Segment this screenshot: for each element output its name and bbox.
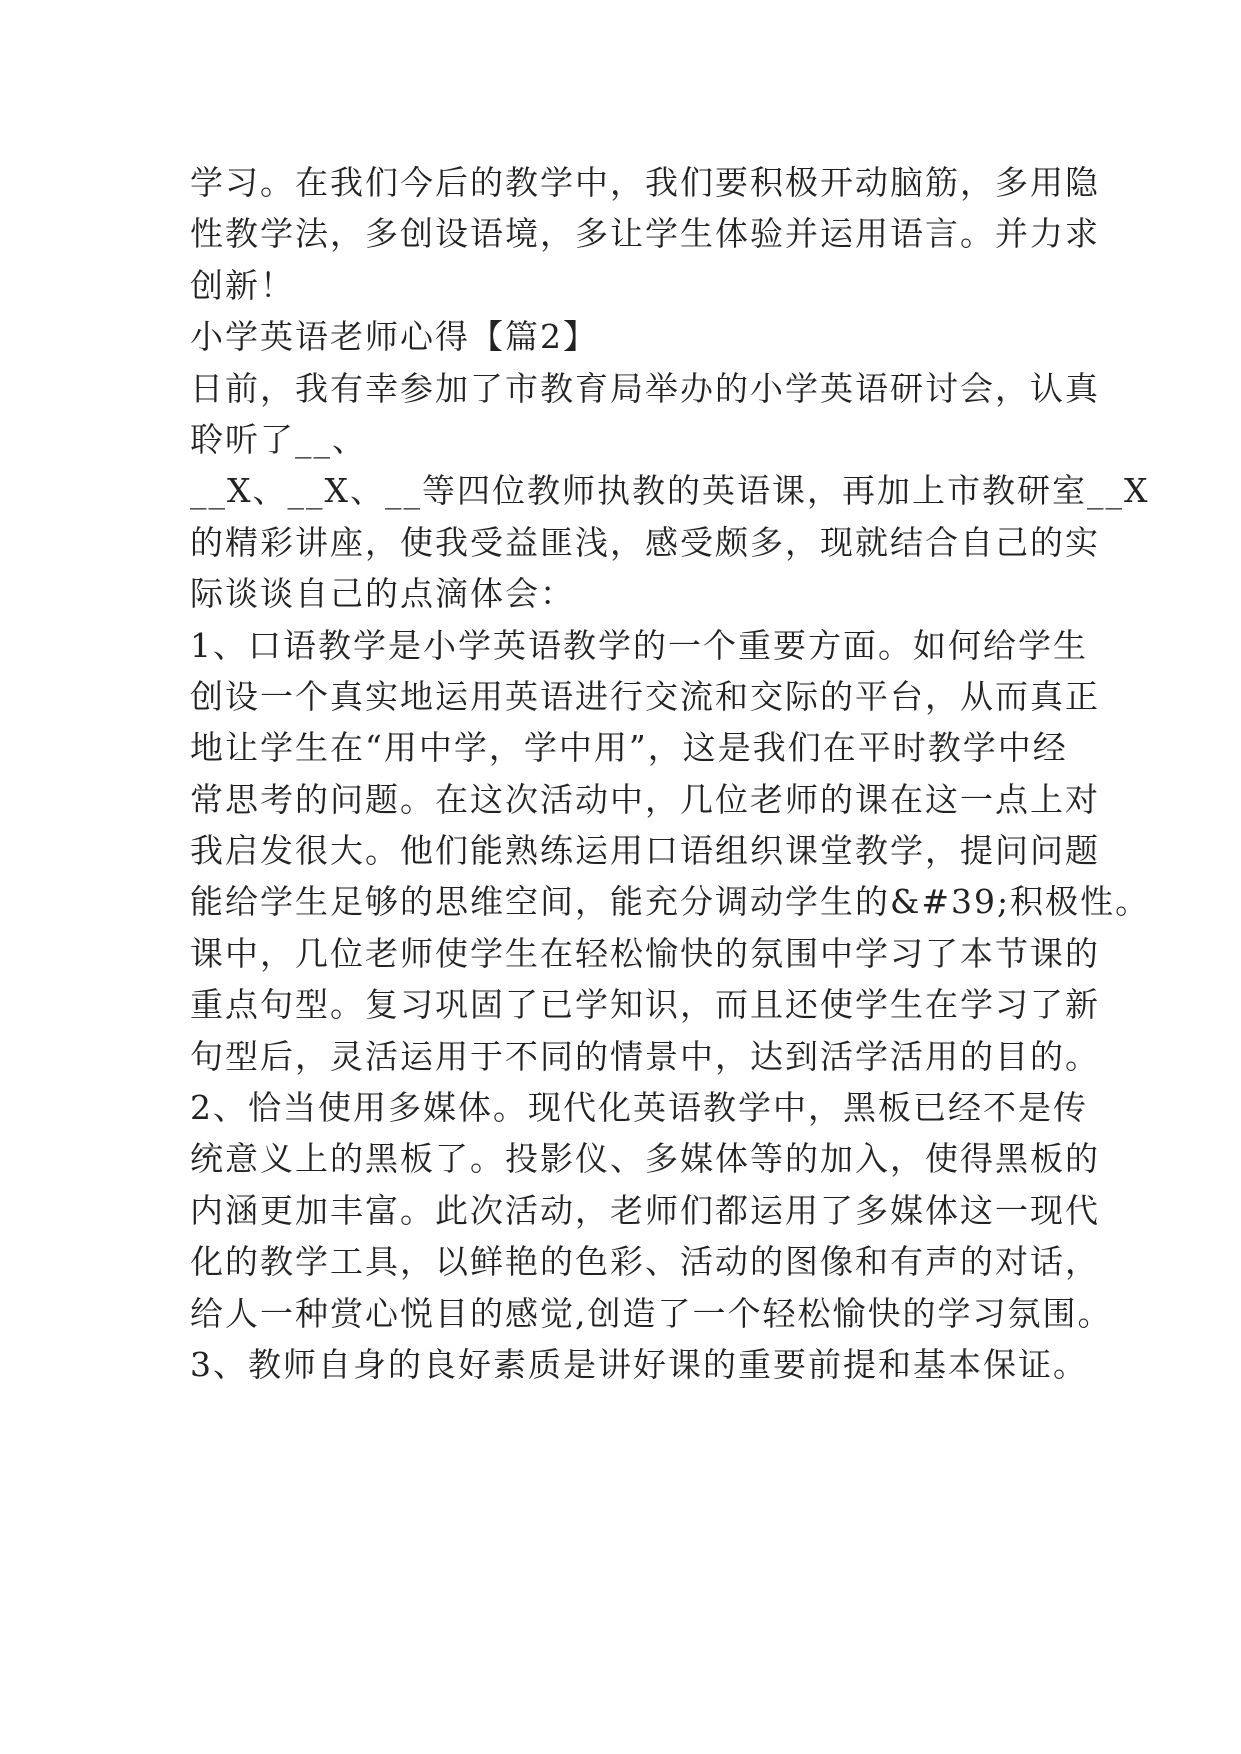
text-line: 性教学法，多创设语境，多让学生体验并运用语言。并力求	[190, 214, 1100, 254]
text-line: 2、恰当使用多媒体。现代化英语教学中，黑板已经不是传	[190, 1088, 1088, 1128]
text-line: 内涵更加丰富。此次活动，老师们都运用了多媒体这一现代	[190, 1190, 1100, 1230]
text-line: 给人一种赏心悦目的感觉,创造了一个轻松愉快的学习氛围。	[190, 1293, 1113, 1333]
text-line: 日前，我有幸参加了市教育局举办的小学英语研讨会，认真	[190, 368, 1100, 408]
text-line: 地让学生在“用中学，学中用”，这是我们在平时教学中经	[190, 728, 1068, 768]
text-line: 创新！	[190, 265, 295, 305]
text-line: 1、口语教学是小学英语教学的一个重要方面。如何给学生	[190, 625, 1088, 665]
text-line: 3、教师自身的良好素质是讲好课的重要前提和基本保证。	[190, 1344, 1088, 1384]
text-line: 际谈谈自己的点滴体会：	[190, 574, 575, 614]
text-line: __X、__X、__等四位教师执教的英语课，再加上市教研室__X	[190, 471, 1150, 511]
section-heading: 小学英语老师心得【篇2】	[190, 317, 598, 357]
text-line: 课中，几位老师使学生在轻松愉快的氛围中学习了本节课的	[190, 933, 1100, 973]
text-line: 常思考的问题。在这次活动中，几位老师的课在这一点上对	[190, 779, 1100, 819]
text-line: 化的教学工具，以鲜艳的色彩、活动的图像和有声的对话，	[190, 1242, 1100, 1282]
text-line: 聆听了__、	[190, 419, 367, 459]
text-line: 学习。在我们今后的教学中，我们要积极开动脑筋，多用隐	[190, 163, 1100, 202]
text-line: 统意义上的黑板了。投影仪、多媒体等的加入，使得黑板的	[190, 1139, 1100, 1179]
text-line: 重点句型。复习巩固了已学知识，而且还使学生在学习了新	[190, 985, 1100, 1025]
text-line: 的精彩讲座，使我受益匪浅，感受颇多，现就结合自己的实	[190, 522, 1100, 562]
text-line: 我启发很大。他们能熟练运用口语组织课堂教学，提问问题	[190, 831, 1100, 871]
text-line: 句型后，灵活运用于不同的情景中，达到活学活用的目的。	[190, 1036, 1100, 1076]
body-text	[190, 157, 1151, 1390]
text-line: 能给学生足够的思维空间，能充分调动学生的&#39;积极性。	[190, 882, 1151, 922]
text-line: 创设一个真实地运用英语进行交流和交际的平台，从而真正	[190, 676, 1100, 716]
